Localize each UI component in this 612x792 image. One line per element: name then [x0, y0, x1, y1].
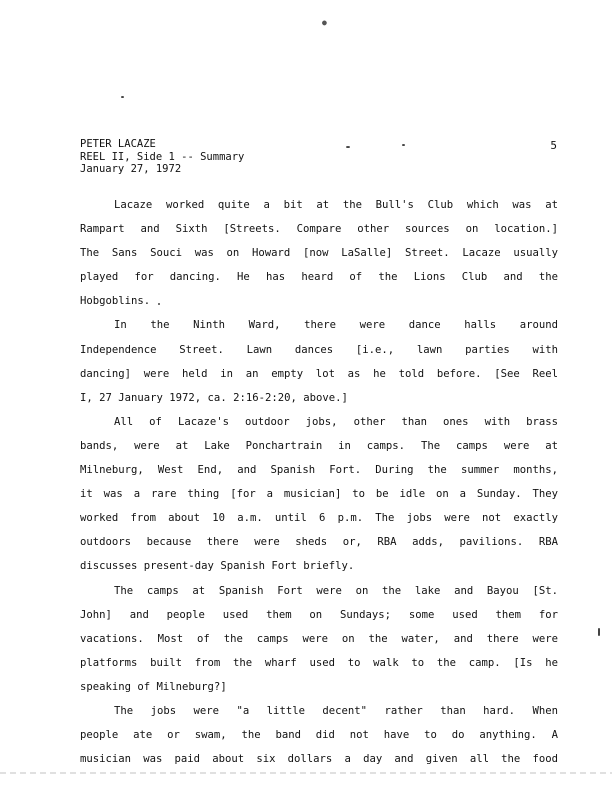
text-line: vacations. Most of the camps were on the water, and there were	[80, 632, 558, 645]
page-number: 5	[550, 139, 557, 152]
text-line: speaking of Milneburg?]	[80, 680, 227, 693]
text-line: Rampart and Sixth [Streets. Compare other sources on location.]	[80, 223, 558, 236]
text-line: outdoors because there were sheds or, RBA adds, pavilions. RBA	[80, 536, 558, 549]
text-line: The jobs were "a little decent" rather than hard. When	[114, 704, 558, 717]
text-line: Lacaze worked quite a bit at the Bull's Club which was at	[114, 199, 558, 211]
text-line: The Sans Souci was on Howard [now LaSalle] Street. Lacaze usually	[80, 247, 558, 260]
scan-speck	[598, 628, 600, 636]
text-line: worked from about 10 a.m. until 6 p.m. The jobs were not exactly	[80, 512, 558, 525]
scan-edge	[0, 772, 612, 774]
reel-info: REEL II, Side 1 -- Summary	[80, 150, 245, 163]
summary-body	[80, 197, 558, 775]
text-line: musician was paid about six dollars a day and given all the food	[80, 753, 558, 766]
text-line: Hobgoblins.	[80, 295, 151, 308]
text-line: The camps at Spanish Fort were on the lake and Bayou [St.	[114, 584, 558, 597]
text-line: In the Ninth Ward, there were dance halls around	[114, 319, 558, 332]
text-line: I, 27 January 1972, ca. 2:16-2:20, above.]	[80, 391, 348, 404]
scan-speck	[346, 146, 350, 148]
text-line: discusses present-day Spanish Fort briefly.	[80, 560, 355, 573]
text-line: Milneburg, West End, and Spanish Fort. During the summer months,	[80, 464, 558, 477]
scan-speck	[402, 144, 405, 146]
scan-speck	[121, 96, 124, 98]
scan-mark: ●	[322, 18, 327, 27]
document-header	[80, 138, 244, 176]
text-line: Independence Street. Lawn dances [i.e., lawn parties with	[80, 343, 558, 356]
interview-date: January 27, 1972	[80, 163, 182, 175]
text-line: bands, were at Lake Ponchartrain in camps. The camps were at	[80, 439, 558, 452]
text-line: people ate or swam, the band did not have to do anything. A	[80, 729, 558, 742]
text-line: it was a rare thing [for a musician] to be idle on a Sunday. They	[80, 488, 558, 501]
text-line: John] and people used them on Sundays; some used them for	[80, 608, 558, 621]
interviewee-name: PETER LACAZE	[80, 138, 156, 150]
text-line: played for dancing. He has heard of the Lions Club and the	[80, 271, 558, 284]
text-line: platforms built from the wharf used to walk to the camp. [Is he	[80, 656, 558, 669]
text-line: dancing] were held in an empty lot as he told before. [See Reel	[80, 367, 558, 380]
text-line: All of Lacaze's outdoor jobs, other than ones with brass	[114, 415, 558, 428]
